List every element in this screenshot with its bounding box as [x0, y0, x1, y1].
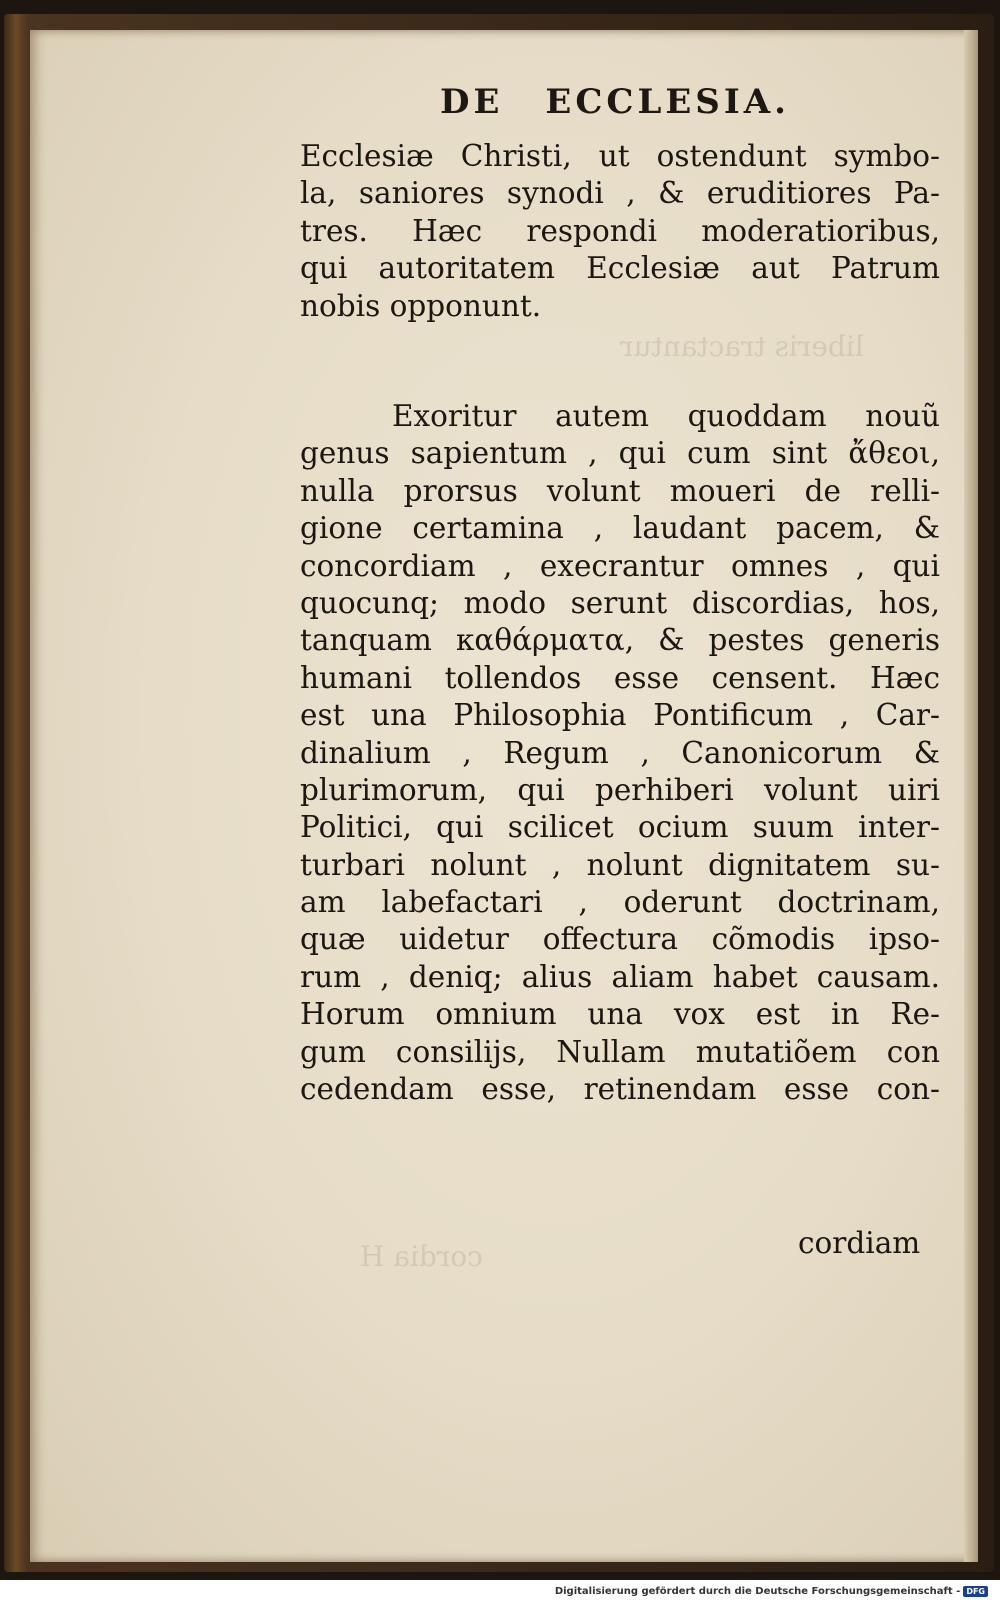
text-line: Ecclesiæ Christi, ut ostendunt symbo-: [300, 139, 940, 173]
text-line: quocunq; modo serunt discordias, hos,: [300, 585, 940, 620]
text-line: humani tollendos esse censent. Hæc: [300, 660, 940, 695]
page-fore-edge: [964, 30, 978, 1562]
text-line: quæ uidetur offectura cõmodis ipso-: [300, 922, 940, 957]
header-left-word: DE: [440, 82, 504, 122]
text-line: qui autoritatem Ecclesiæ aut Patrum: [300, 251, 940, 286]
text-line: nobis opponunt.: [300, 288, 542, 323]
header-right-word: ECCLESIA.: [545, 82, 790, 122]
catchword: cordiam: [798, 1226, 921, 1260]
show-through-text: liberis tractantur: [620, 330, 864, 363]
text-line: gum consilijs, Nullam mutatiõem con: [300, 1034, 940, 1069]
text-line: Politici, qui scilicet ocium suum inter-: [300, 810, 940, 845]
text-line: concordiam , execrantur omnes , qui: [300, 548, 940, 583]
text-line: turbari nolunt , nolunt dignitatem su-: [300, 847, 940, 882]
text-line: est una Philosophia Pontificum , Car-: [300, 698, 940, 733]
paragraph-1: [300, 138, 940, 325]
text-line: plurimorum, qui perhiberi volunt uiri: [300, 772, 940, 807]
running-header: [440, 82, 790, 122]
text-line: la, saniores synodi , & eruditiores Pa-: [300, 176, 940, 211]
text-line: tres. Hæc respondi moderatioribus,: [300, 213, 940, 248]
text-line: gione certamina , laudant pacem, &: [300, 511, 940, 546]
text-line: dinalium , Regum , Canonicorum &: [300, 735, 940, 770]
paragraph-2: [300, 398, 940, 1108]
dfg-logo: DFG: [963, 1586, 988, 1597]
credit-text: Digitalisierung gefördert durch die Deutsche Forschungsgemeinschaft -: [554, 1586, 961, 1597]
text-line: cedendam esse, retinendam esse con-: [300, 1072, 940, 1107]
text-line: tanquam καθάρματα, & pestes generis: [300, 623, 940, 658]
text-line: am labefactari , oderunt doctrinam,: [300, 885, 940, 920]
text-line: genus sapientum , qui cum sint ἄθεοι,: [300, 436, 940, 471]
show-through-text: cordia H: [360, 1240, 483, 1273]
digitization-credit: [555, 1586, 988, 1597]
text-line: Exoritur autem quoddam nouũ: [392, 399, 940, 433]
text-line: Horum omnium una vox est in Re-: [300, 997, 940, 1032]
text-line: nulla prorsus volunt moueri de relli-: [300, 473, 940, 508]
text-line: rum , deniq; alius aliam habet causam.: [300, 959, 940, 994]
